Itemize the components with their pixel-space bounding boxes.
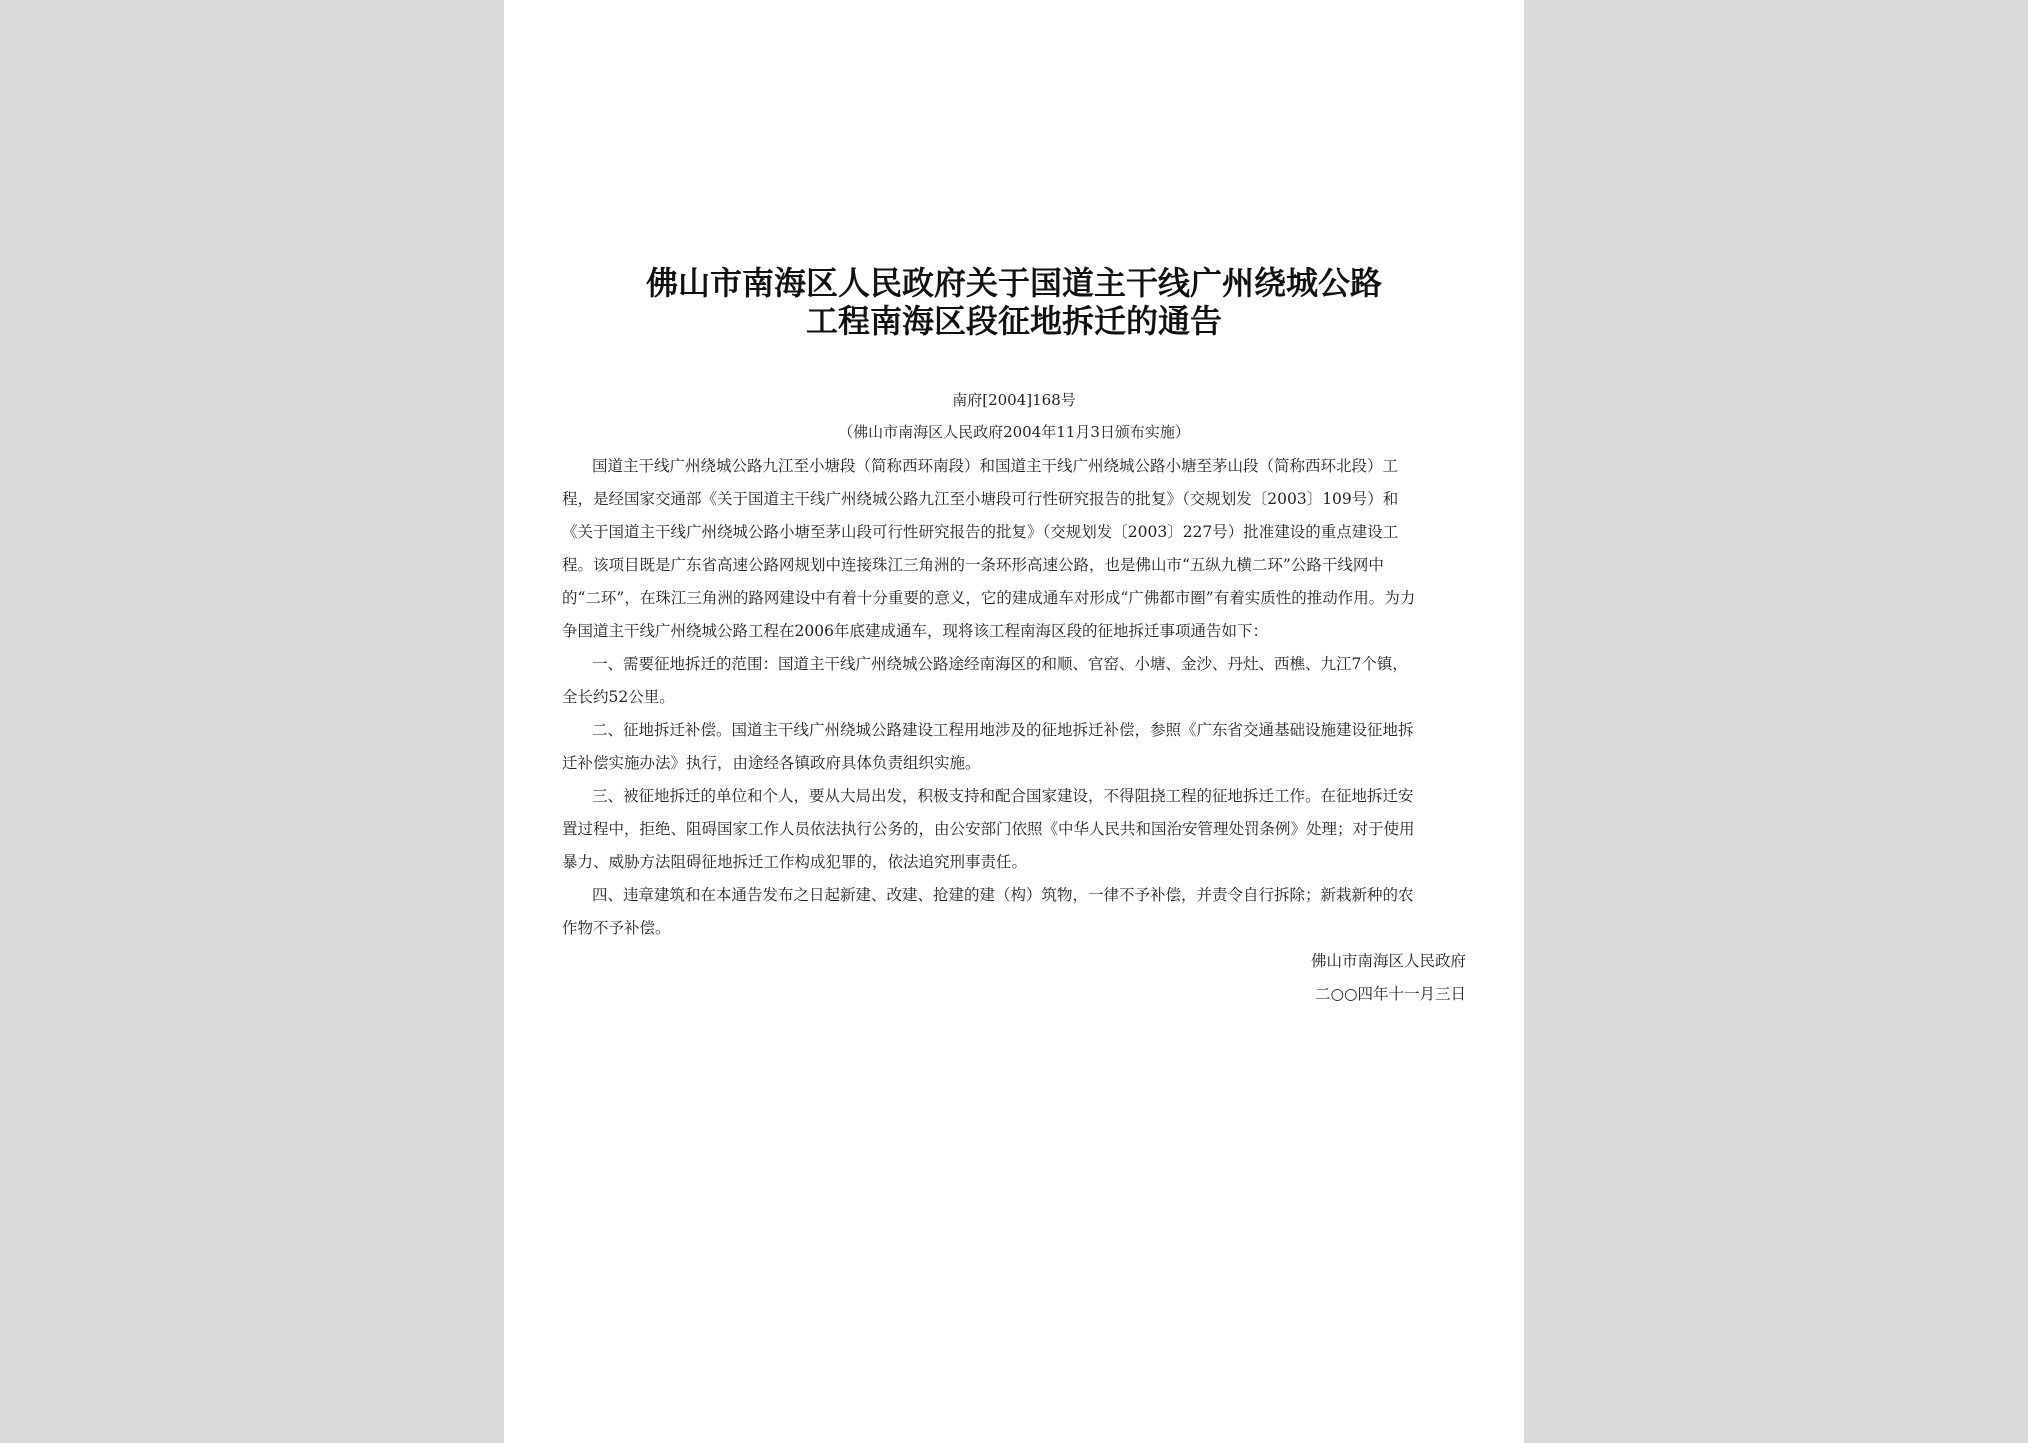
body-line: 二、征地拆迁补偿。国道主干线广州绕城公路建设工程用地涉及的征地拆迁补偿，参照《广东省交通基础设施建设征地拆 bbox=[592, 721, 1414, 739]
body-line: 程，是经国家交通部《关于国道主干线广州绕城公路九江至小塘段可行性研究报告的批复》（交规划发〔2003〕109号）和 bbox=[562, 490, 1399, 508]
body-line: 三、被征地拆迁的单位和个人，要从大局出发，积极支持和配合国家建设，不得阻挠工程的征地拆迁工作。在征地拆迁安 bbox=[592, 787, 1414, 805]
document-page bbox=[504, 0, 1524, 1443]
body-line: 争国道主干线广州绕城公路工程在2006年底建成通车，现将该工程南海区段的征地拆迁事项通告如下： bbox=[562, 622, 1268, 640]
body-line: 作物不予补偿。 bbox=[562, 919, 671, 937]
body-line: 置过程中，拒绝、阻碍国家工作人员依法执行公务的，由公安部门依照《中华人民共和国治安管理处罚条例》处理；对于使用 bbox=[562, 820, 1415, 838]
issued-note: （佛山市南海区人民政府2004年11月3日颁布实施） bbox=[838, 423, 1190, 441]
body-line: 四、违章建筑和在本通告发布之日起新建、改建、抢建的建（构）筑物，一律不予补偿，并责令自行拆除；新栽新种的农 bbox=[592, 886, 1414, 904]
signature: 佛山市南海区人民政府 bbox=[1310, 952, 1466, 970]
body-line: 程。该项目既是广东省高速公路网规划中连接珠江三角洲的一条环形高速公路，也是佛山市“五纵九横二环”公路干线网中 bbox=[562, 556, 1384, 574]
body-line: 暴力、威胁方法阻碍征地拆迁工作构成犯罪的，依法追究刑事责任。 bbox=[562, 853, 1028, 871]
body-line: 的“二环”，在珠江三角洲的路网建设中有着十分重要的意义，它的建成通车对形成“广佛都市圈”有着实质性的推动作用。为力 bbox=[562, 589, 1416, 607]
body-line: 全长约52公里。 bbox=[562, 688, 675, 706]
signature-date: 二○○四年十一月三日 bbox=[1314, 985, 1466, 1003]
body-line: 一、需要征地拆迁的范围：国道主干线广州绕城公路途经南海区的和顺、官窑、小塘、金沙、丹灶、西樵、九江7个镇， bbox=[592, 655, 1408, 673]
body-line: 《关于国道主干线广州绕城公路小塘至茅山段可行性研究报告的批复》（交规划发〔2003〕227号）批准建设的重点建设工 bbox=[562, 523, 1399, 541]
document-number: 南府[2004]168号 bbox=[952, 391, 1076, 409]
document-title-line-2: 工程南海区段征地拆迁的通告 bbox=[805, 302, 1222, 340]
document-title-line-1: 佛山市南海区人民政府关于国道主干线广州绕城公路 bbox=[645, 264, 1382, 302]
body-line: 迁补偿实施办法》执行，由途经各镇政府具体负责组织实施。 bbox=[562, 754, 981, 772]
body-line: 国道主干线广州绕城公路九江至小塘段（简称西环南段）和国道主干线广州绕城公路小塘至茅山段（简称西环北段）工 bbox=[592, 457, 1399, 475]
